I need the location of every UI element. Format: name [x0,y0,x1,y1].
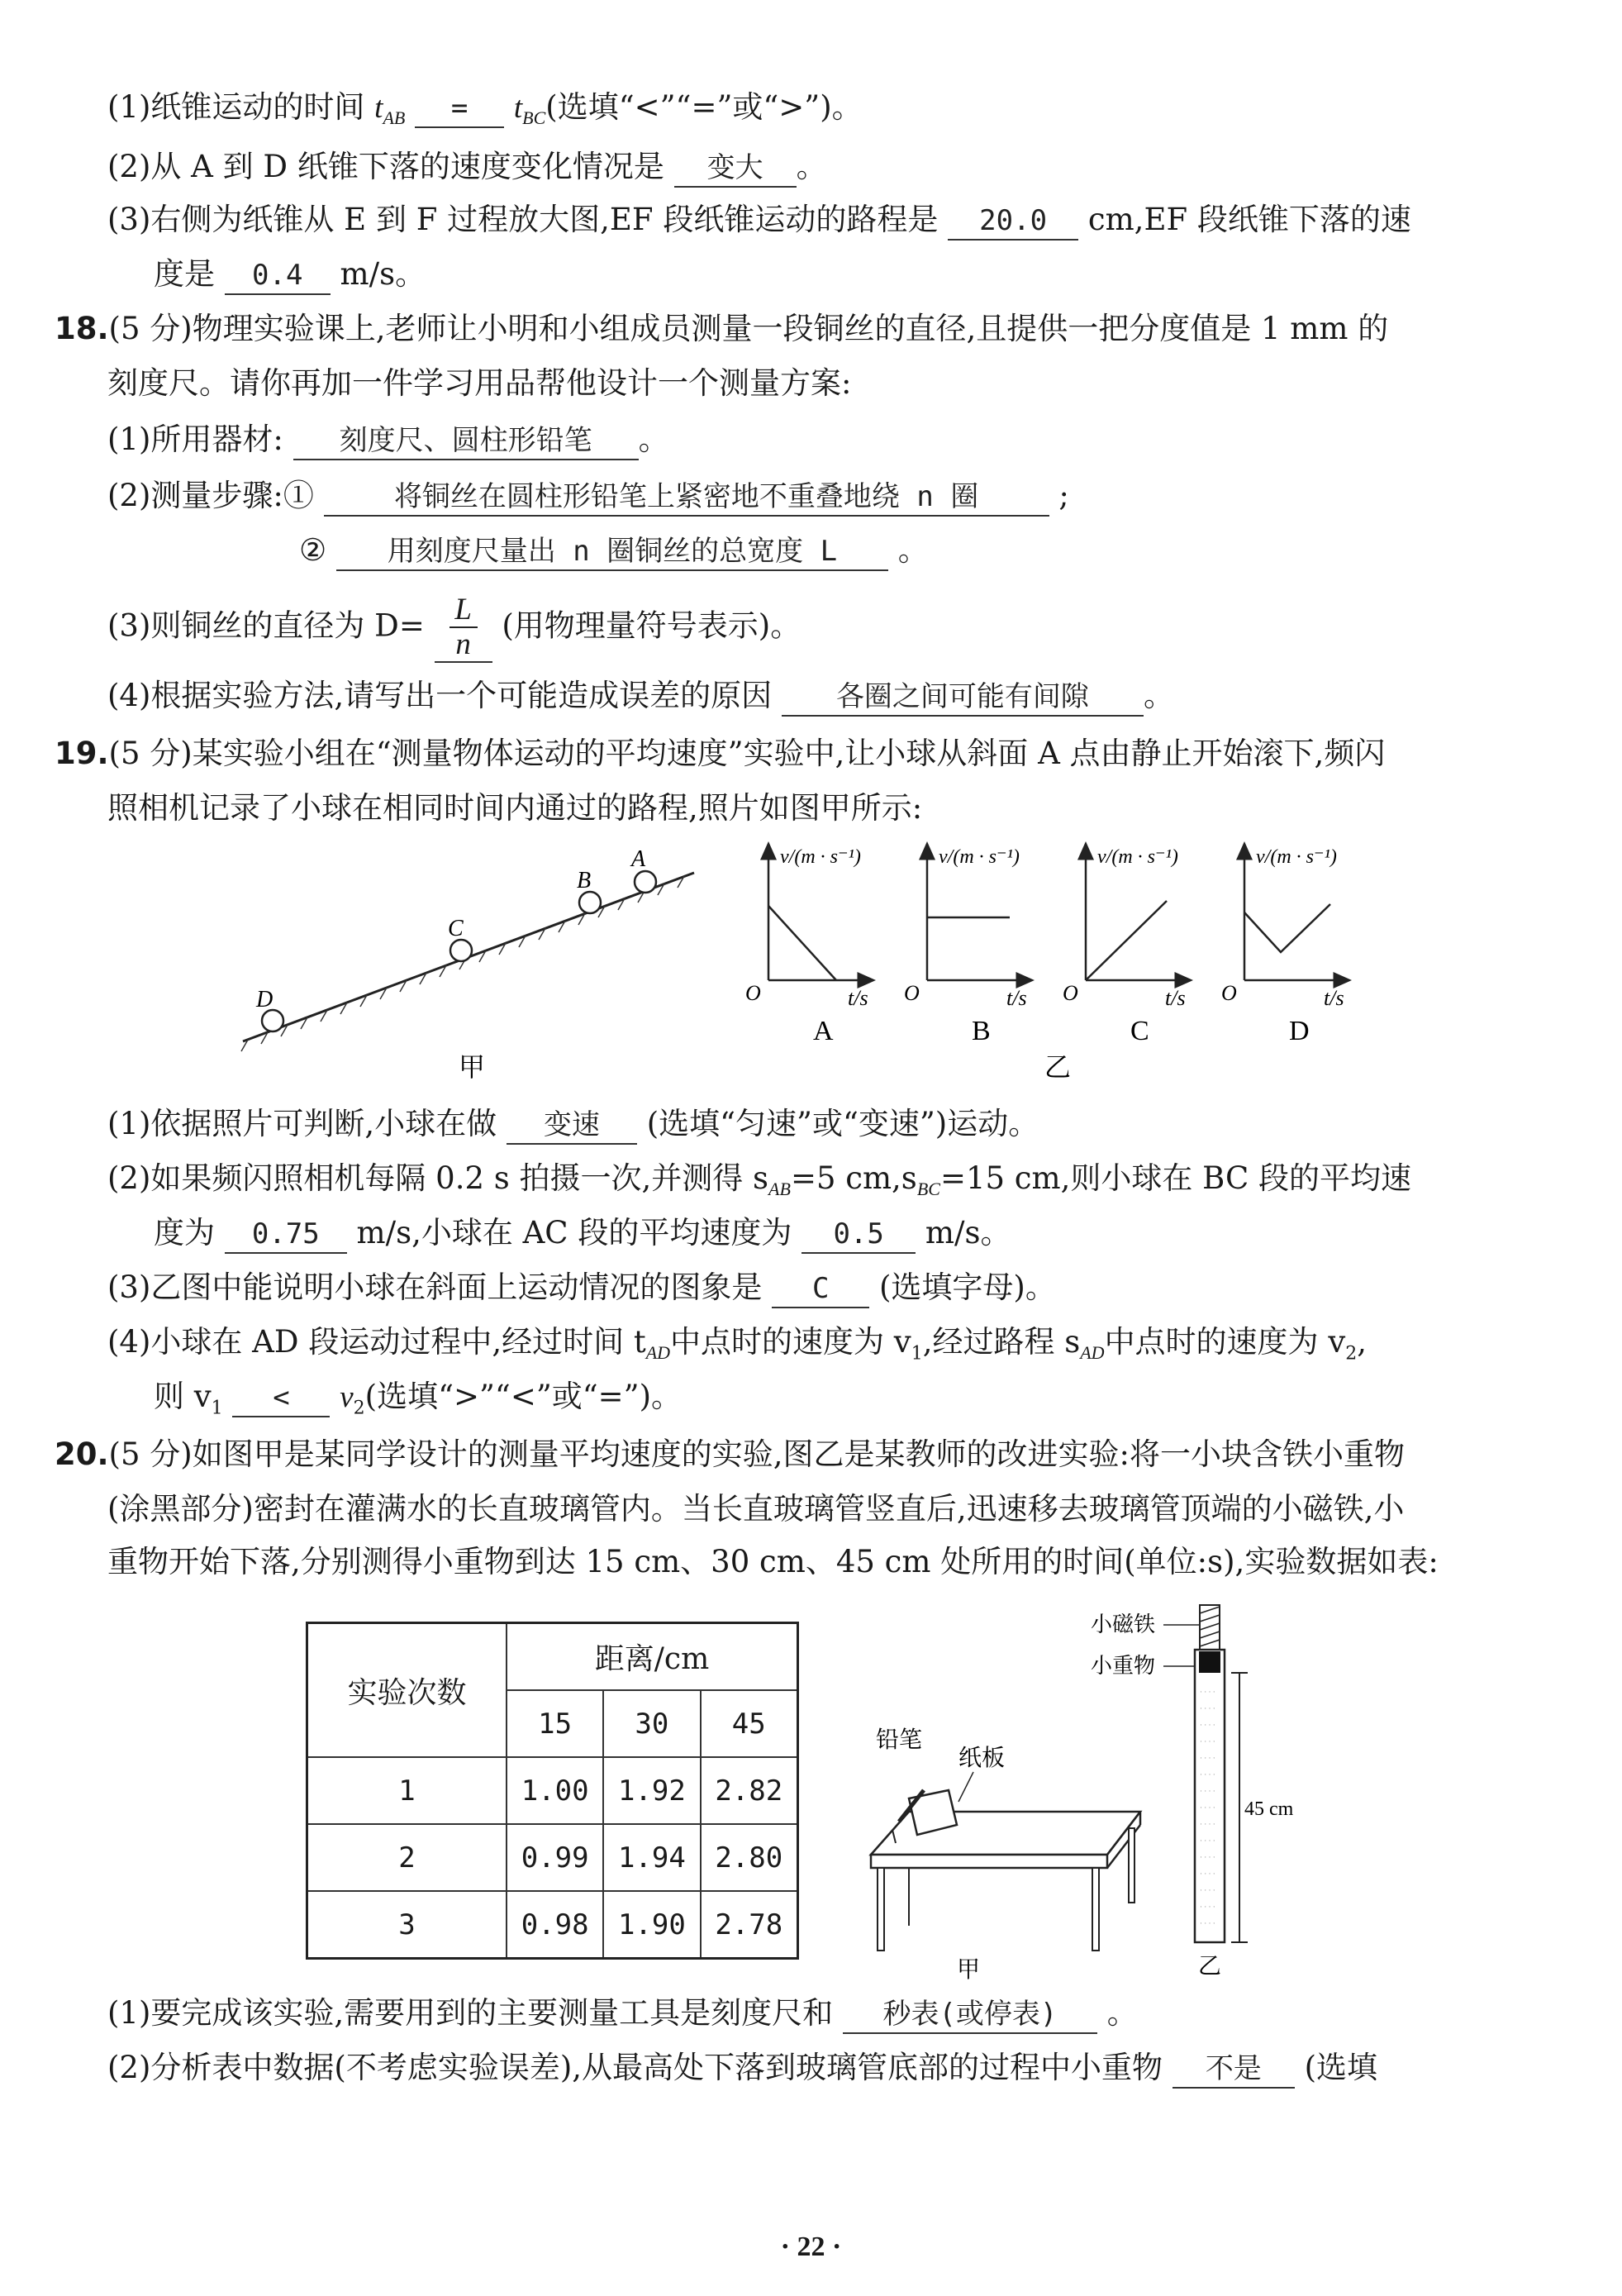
svg-text:v/(m · s⁻¹): v/(m · s⁻¹) [1097,846,1178,868]
label-yi: 乙 [1198,1954,1222,1979]
answer-blank[interactable]: 20.0 [948,202,1078,241]
svg-text:· · · ·: · · · · [1200,1704,1215,1712]
label-board: 纸板 [958,1746,1006,1771]
page-number: · 22 · [780,2232,842,2262]
data-table [306,1622,799,1960]
q19-part3: (3)乙图中能说明小球在斜面上运动情况的图象是 C (选填字母)。 [107,1268,1056,1308]
svg-text:· · · ·: · · · · [1200,1820,1215,1828]
header-col: 15 [507,1690,603,1757]
answer-blank[interactable]: C [772,1270,869,1308]
svg-text:t/s: t/s [848,986,868,1010]
svg-text:· · · ·: · · · · [1200,1853,1215,1861]
ball-C [450,940,472,961]
svg-text:v/(m · s⁻¹): v/(m · s⁻¹) [939,846,1020,868]
svg-text:O: O [745,981,761,1005]
label-jia: 甲 [957,1957,981,1983]
q18-stem-cont: 刻度尺。请你再加一件学习用品帮他设计一个测量方案: [107,365,852,401]
answer-blank[interactable]: = [415,90,504,128]
q20-part1: (1)要完成该实验,需要用到的主要测量工具是刻度尺和 秒表(或停表) 。 [107,1994,1138,2034]
svg-text:· · · ·: · · · · [1200,1886,1215,1894]
cell: 1 [307,1757,507,1824]
svg-text:· · · ·: · · · · [1200,1754,1215,1762]
svg-text:O: O [1221,981,1237,1005]
ball-A [635,871,656,893]
label-weight: 小重物 [1091,1654,1156,1678]
label-magnet: 小磁铁 [1091,1612,1156,1636]
graph-A [745,846,868,1046]
cell: 1.00 [507,1757,603,1824]
answer-blank[interactable]: 秒表(或停表) [843,1996,1097,2034]
label-B: B [577,868,592,893]
answer-blank[interactable]: 不是 [1173,2051,1295,2089]
q20-stem: 20.(5 分)如图甲是某同学设计的测量平均速度的实验,图乙是某教师的改进实验:将一小块含铁小重物 [55,1436,1405,1472]
svg-text:D: D [1289,1016,1310,1046]
svg-text:· · · ·: · · · · [1200,1721,1215,1729]
answer-blank[interactable]: 各圈之间可能有间隙 [782,679,1144,717]
label-C: C [448,916,464,941]
q17-part2: (2)从 A 到 D 纸锥下落的速度变化情况是 变大 。 [107,147,827,188]
svg-text:· · · ·: · · · · [1200,1787,1215,1795]
answer-blank[interactable]: < [232,1379,330,1417]
q18-part4: (4)根据实验方法,请写出一个可能造成误差的原因 各圈之间可能有间隙 。 [107,676,1174,717]
cell: 1.92 [603,1757,700,1824]
svg-text:A: A [813,1016,834,1046]
svg-text:v/(m · s⁻¹): v/(m · s⁻¹) [1256,846,1337,868]
tube-figure [1074,1603,1339,1984]
svg-text:· · · ·: · · · · [1200,1903,1215,1911]
svg-text:C: C [1130,1016,1149,1046]
q19-part2-cont: 度为 0.75 m/s,小球在 AC 段的平均速度为 0.5 m/s。 [154,1213,1011,1254]
graph-D [1221,846,1344,1046]
table-row [307,1824,798,1891]
svg-text:v/(m · s⁻¹): v/(m · s⁻¹) [780,846,861,868]
svg-text:· · · ·: · · · · [1200,1803,1215,1812]
graph-B [904,846,1027,1046]
svg-text:· · · ·: · · · · [1200,1737,1215,1746]
cell: 2.78 [701,1891,798,1959]
label-pencil: 铅笔 [876,1727,923,1753]
cell: 3 [307,1891,507,1959]
q19-stem: 19.(5 分)某实验小组在“测量物体运动的平均速度”实验中,让小球从斜面 A 点由静止开始滚下,频闪 [55,736,1386,771]
answer-blank[interactable]: 刻度尺、圆柱形铅笔 [293,422,639,460]
cell: 2.82 [701,1757,798,1824]
q19-part1: (1)依据照片可判断,小球在做 变速 (选填“匀速”或“变速”)运动。 [107,1104,1039,1145]
answer-blank[interactable]: 用刻度尺量出 n 圈铜丝的总宽度 L [336,533,888,571]
q19-part2: (2)如果频闪照相机每隔 0.2 s 拍摄一次,并测得 $s_{AB}=5$ $cm,s_{BC}=15$ cm,则小球在 BC 段的平均速 [107,1160,1412,1200]
q17-part3-cont: 度是 0.4 m/s。 [154,255,426,295]
svg-text:t/s: t/s [1165,986,1186,1010]
svg-text:B: B [972,1016,991,1046]
svg-text:t/s: t/s [1324,986,1344,1010]
answer-blank[interactable]: 0.5 [801,1216,916,1254]
header-col: 30 [603,1690,700,1757]
svg-text:· · · ·: · · · · [1200,1770,1215,1779]
svg-text:· · · ·: · · · · [1200,1836,1215,1845]
svg-text:· · · ·: · · · · [1200,1919,1215,1927]
table-row [307,1891,798,1959]
q18-part2-step1: (2)测量步骤:① 将铜丝在圆柱形铅笔上紧密地不重叠地绕 n 圈 ; [107,476,1069,517]
small-weight [1199,1651,1220,1673]
q18-part3: (3)则铜丝的直径为 D= $\frac{L}{n}$ (用物理量符号表示)。 [107,593,801,661]
cell: 0.98 [507,1891,603,1959]
answer-blank[interactable]: 变大 [674,150,797,188]
ball-B [579,892,601,913]
label-A: A [631,846,646,872]
answer-blank[interactable]: 0.75 [225,1216,347,1254]
header-trial: 实验次数 [307,1623,507,1758]
answer-blank[interactable]: 将铜丝在圆柱形铅笔上紧密地不重叠地绕 n 圈 [324,479,1049,517]
svg-text:O: O [904,981,920,1005]
answer-blank[interactable]: 变速 [507,1107,637,1145]
q20-stem-cont2: 重物开始下落,分别测得小重物到达 15 cm、30 cm、45 cm 处所用的时间(单位:s),实验数据如表: [107,1544,1439,1579]
cell: 1.94 [603,1824,700,1891]
label-D: D [256,987,274,1012]
svg-text:t/s: t/s [1006,986,1027,1010]
cell: 0.99 [507,1824,603,1891]
label-jia: 甲 [459,1052,486,1082]
q20-part2: (2)分析表中数据(不考虑实验误差),从最高处下落到玻璃管底部的过程中小重物 不是 (选填 [107,2048,1377,2089]
q20-stem-cont1: (涂黑部分)密封在灌满水的长直玻璃管内。当长直玻璃管竖直后,迅速移去玻璃管顶端的小磁铁,小 [107,1491,1405,1527]
graph-C [1063,846,1186,1046]
label-45cm: 45 cm [1244,1798,1294,1820]
q18-part2-step2: ② 用刻度尺量出 n 圈铜丝的总宽度 L 。 [299,531,929,571]
svg-text:· · · ·: · · · · [1200,1870,1215,1878]
answer-blank[interactable]: 0.4 [225,257,331,295]
q18-part1: (1)所用器材: 刻度尺、圆柱形铅笔 。 [107,420,669,460]
cell: 1.90 [603,1891,700,1959]
table-row [307,1757,798,1824]
incline-figure [231,835,711,1091]
q17-part1: (1)纸锥运动的时间 $t_{AB} = t_{BC}$(选填“<”“=”或“>”)。 [107,89,863,129]
header-col: 45 [701,1690,798,1757]
q19-part4-cont: 则 $v_1 < v_2$(选填“>”“<”或“=”)。 [154,1379,683,1419]
svg-text:· · · ·: · · · · [1200,1688,1215,1696]
q19-part4: (4)小球在 AD 段运动过程中,经过时间 $t_{AD}$中点时的速度为 $v_1$,经过路程 $s_{AD}$中点时的速度为 $v_2$, [107,1324,1367,1365]
header-distance: 距离/cm [507,1623,798,1691]
q19-stem-cont: 照相机记录了小球在相同时间内通过的路程,照片如图甲所示: [107,790,923,826]
answer-fraction[interactable]: $\frac{L}{n}$ [435,593,492,663]
cell: 2.80 [701,1824,798,1891]
ball-D [262,1010,283,1031]
cell: 2 [307,1824,507,1891]
vt-graphs [744,835,1388,1091]
q17-part3: (3)右侧为纸锥从 E 到 F 过程放大图,EF 段纸锥运动的路程是 20.0 cm,EF 段纸锥下落的速 [107,200,1411,241]
svg-text:O: O [1063,981,1078,1005]
q18-stem: 18.(5 分)物理实验课上,老师让小明和小组成员测量一段铜丝的直径,且提供一把分度值是 1 mm 的 [55,311,1389,346]
label-yi: 乙 [1044,1052,1072,1082]
